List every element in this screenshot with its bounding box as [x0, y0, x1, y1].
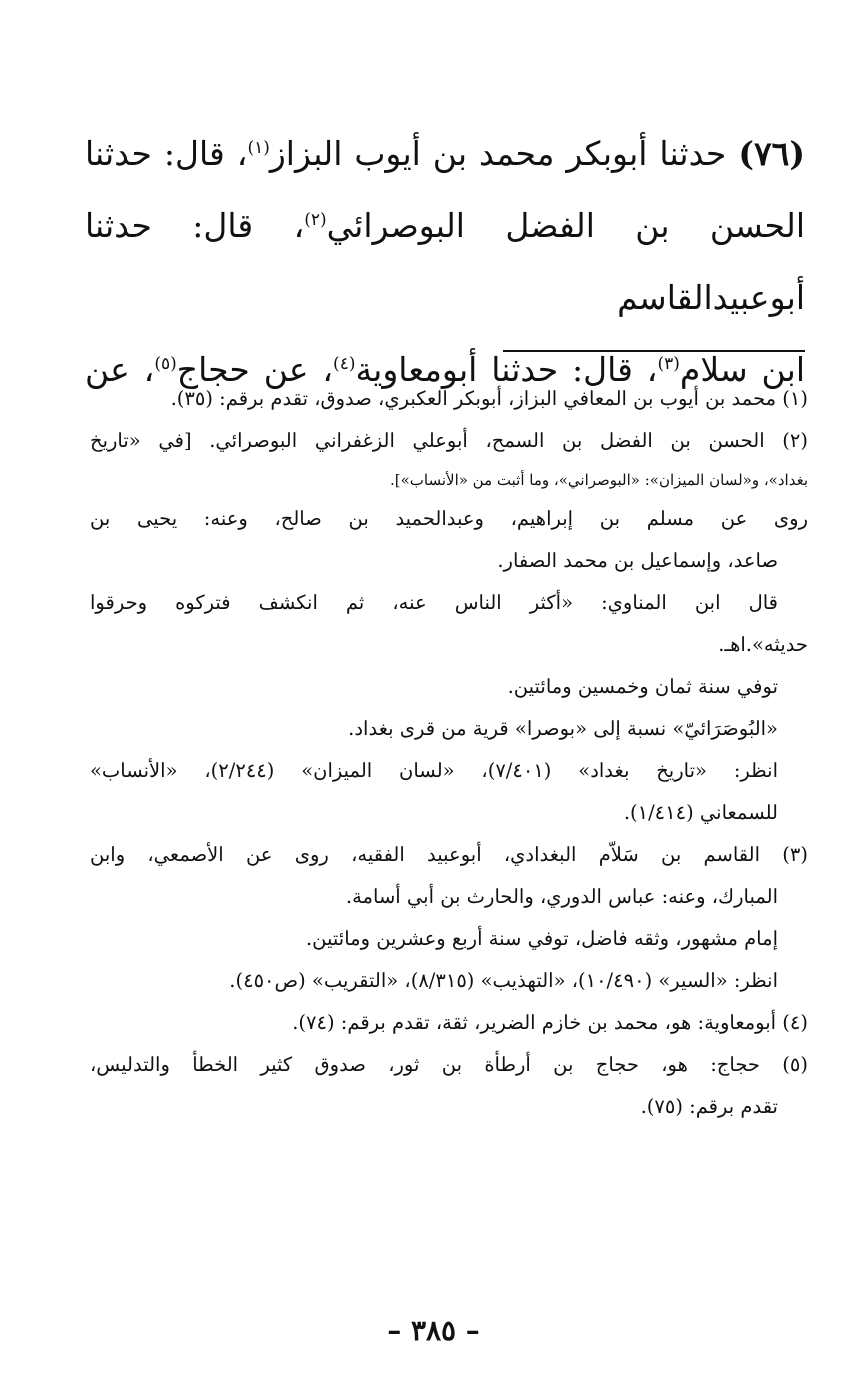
footnote-2-line-5: قال ابن المناوي: «أكثر الناس عنه، ثم انكشف فتركوه وحرقوا — [90, 591, 778, 614]
hadith-line-3-tail: ، عن — [85, 350, 155, 389]
hadith-line-1-tail: ، قال: حدثنا — [85, 134, 248, 173]
hadith-line-1 — [85, 118, 805, 190]
hadith-text — [85, 118, 805, 406]
hadith-line-1-text: حدثنا أبوبكر محمد بن أيوب البزاز — [269, 134, 727, 173]
footnote-4: (٤) أبومعاوية: هو، محمد بن خازم الضرير، ثقة، تقدم برقم: (٧٤). — [292, 1011, 808, 1034]
footnote-2-line-7: توفي سنة ثمان وخمسين ومائتين. — [507, 675, 778, 698]
footnote-2-line-3: روى عن مسلم بن إبراهيم، وعبدالحميد بن صالح، وعنه: يحيى بن — [90, 507, 808, 530]
footnote-3-line-4: انظر: «السير» (١٠/٤٩٠)، «التهذيب» (٨/٣١٥)، «التقريب» (ص٤٥٠). — [229, 969, 778, 992]
footnote-5-line-1: (٥) حجاج: هو، حجاج بن أرطأة بن ثور، صدوق كثير الخطأ والتدليس، — [90, 1053, 808, 1076]
footnote-ref-1[interactable]: (١) — [247, 138, 270, 158]
footnote-2-line-2: بغداد»، و«لسان الميزان»: «البوصراني»، وما أثبت من «الأنساب»]. — [389, 471, 808, 489]
hadith-line-3-text: ابن سلام — [679, 350, 806, 389]
hadith-line-2-tail: ، قال: حدثنا أبوعبيدالقاسم — [85, 206, 805, 317]
footnote-2-line-10: للسمعاني (١/٤١٤). — [623, 801, 778, 824]
footnote-1: (١) محمد بن أيوب بن المعافي البزاز، أبوبكر العكبري، صدوق، تقدم برقم: (٣٥). — [170, 387, 808, 410]
footnote-2-line-1: (٢) الحسن بن الفضل بن السمح، أبوعلي الزغفراني البوصرائي. [في «تاريخ — [90, 429, 808, 452]
footnote-ref-5[interactable]: (٥) — [154, 354, 177, 374]
hadith-line-3-mid: ، قال: حدثنا أبومعاوية — [355, 350, 658, 389]
footnote-3-line-1: (٣) القاسم بن سَلاّم البغدادي، أبوعبيد الفقيه، روى عن الأصمعي، وابن — [90, 843, 808, 866]
footnote-2-line-8: «البُوصَرَائيّ» نسبة إلى «بوصرا» قرية من قرى بغداد. — [348, 717, 778, 740]
hadith-line-3-mid2: ، عن حجاج — [176, 350, 334, 389]
footnote-divider — [503, 350, 805, 352]
footnote-3-line-3: إمام مشهور، وثقه فاضل، توفي سنة أربع وعشرين ومائتين. — [305, 927, 778, 950]
footnote-ref-3[interactable]: (٣) — [657, 354, 680, 374]
footnote-ref-2[interactable]: (٢) — [304, 210, 327, 230]
footnote-2-line-6: حديثه».اهـ. — [718, 633, 808, 656]
footnote-5-line-2: تقدم برقم: (٧٥). — [640, 1095, 778, 1118]
footnote-2-line-9: انظر: «تاريخ بغداد» (٧/٤٠١)، «لسان الميزان» (٢/٢٤٤)، «الأنساب» — [90, 759, 778, 782]
footnote-3-line-2: المبارك، وعنه: عباس الدوري، والحارث بن أبي أسامة. — [345, 885, 778, 908]
hadith-number: (٧٦) — [738, 134, 806, 173]
page-number: – ٣٨٥ – — [387, 1314, 480, 1347]
footnote-ref-4[interactable]: (٤) — [333, 354, 356, 374]
footnotes — [90, 378, 808, 1128]
footnote-2-line-4: صاعد، وإسماعيل بن محمد الصفار. — [497, 549, 778, 572]
hadith-line-2 — [85, 190, 805, 334]
hadith-line-2-text: الحسن بن الفضل البوصرائي — [326, 206, 805, 245]
